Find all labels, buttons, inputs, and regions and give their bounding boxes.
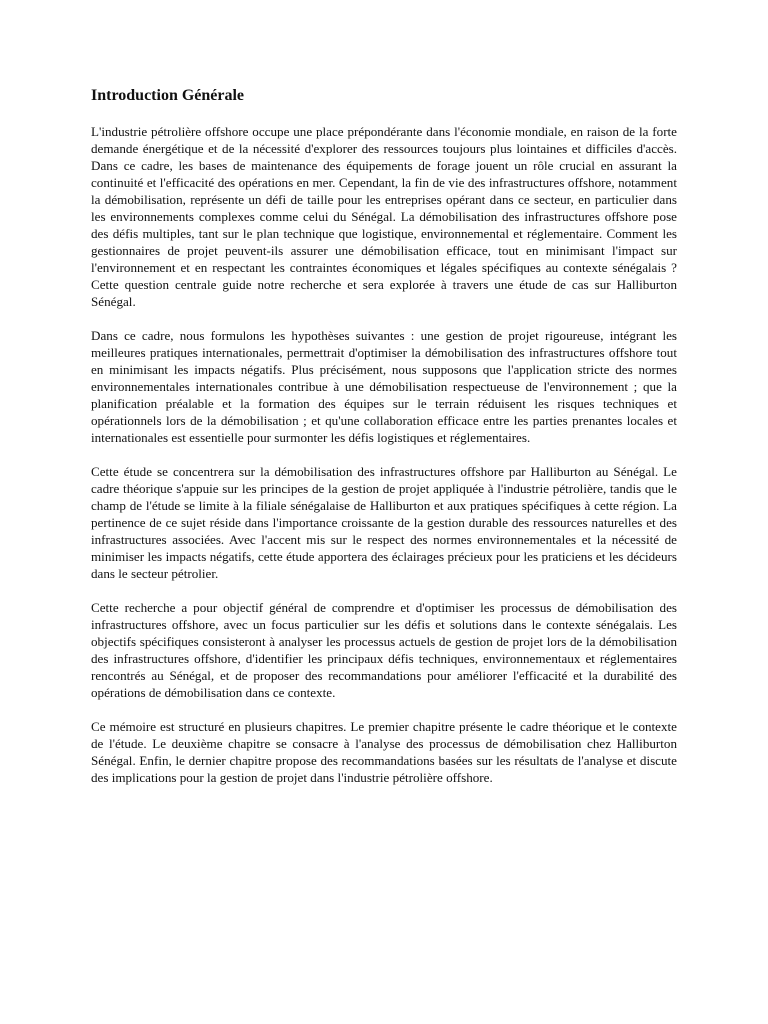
paragraph-5: Ce mémoire est structuré en plusieurs chapitres. Le premier chapitre présente le cadre théorique et le contexte de l'étude. Le deuxième chapitre se consacre à l'analyse des processus de démobilisation chez Halliburton Sénégal. Enfin, le dernier chapitre propose des recommandations basées sur les résultats de l'analyse et discute des implications pour la gestion de projet dans l'industrie pétrolière offshore. <box>91 719 677 785</box>
paragraph-4: Cette recherche a pour objectif général de comprendre et d'optimiser les processus de démobilisation des infrastructures offshore, avec un focus particulier sur les défis et solutions dans le contexte sénégalais. Les objectifs spécifiques consisteront à analyser les processus actuels de gestion de projet lors de la démobilisation des infrastructures offshore, d'identifier les principaux défis techniques, environnementaux et réglementaires rencontrés au Sénégal, et de proposer des recommandations pour améliorer l'efficacité et la durabilité des opérations de démobilisation dans ce contexte. <box>91 600 677 700</box>
paragraph-2: Dans ce cadre, nous formulons les hypothèses suivantes : une gestion de projet rigoureuse, intégrant les meilleures pratiques internationales, permettrait d'optimiser la démobilisation des infrastructures offshore tout en minimisant les impacts négatifs. Plus précisément, nous supposons que l'application stricte des normes environnementales internationales contribue à une démobilisation respectueuse de l'environnement ; que la planification préalable et la formation des équipes sur le terrain réduisent les risques techniques et opérationnels lors de la démobilisation ; et qu'une collaboration efficace entre les parties prenantes locales et internationales est essentielle pour surmonter les défis logistiques et réglementaires. <box>91 328 677 445</box>
paragraph-3: Cette étude se concentrera sur la démobilisation des infrastructures offshore par Halliburton au Sénégal. Le cadre théorique s'appuie sur les principes de la gestion de projet appliquée à l'industrie pétrolière, tandis que le champ de l'étude se limite à la filiale sénégalaise de Halliburton et aux pratiques spécifiques à cette région. La pertinence de ce sujet réside dans l'importance croissante de la gestion durable des ressources naturelles et des infrastructures associées. Avec l'accent mis sur le respect des normes environnementales et la nécessité de minimiser les impacts négatifs, cette étude apportera des éclairages précieux pour les praticiens et les décideurs dans le secteur pétrolier. <box>91 464 677 581</box>
section-title: Introduction Générale <box>91 87 245 104</box>
paragraph-1: L'industrie pétrolière offshore occupe une place prépondérante dans l'économie mondiale, en raison de la forte demande énergétique et de la nécessité d'explorer des ressources toujours plus lointaines et difficiles d'accès. Dans ce cadre, les bases de maintenance des équipements de forage jouent un rôle crucial en assurant la continuité et l'efficacité des opérations en mer. Cependant, la fin de vie des infrastructures offshore, notamment la démobilisation, représente un défi de taille pour les entreprises opérant dans ce secteur, en particulier dans les environnements complexes comme celui du Sénégal. La démobilisation des infrastructures offshore pose des défis multiples, tant sur le plan technique que logistique, environnemental et réglementaire. Comment les gestionnaires de projet peuvent-ils assurer une démobilisation efficace, tout en minimisant l'impact sur l'environnement et en respectant les contraintes économiques et légales spécifiques au contexte sénégalais ? Cette question centrale guide notre recherche et sera explorée à travers une étude de cas sur Halliburton Sénégal. <box>91 124 677 309</box>
document-page <box>91 86 677 803</box>
